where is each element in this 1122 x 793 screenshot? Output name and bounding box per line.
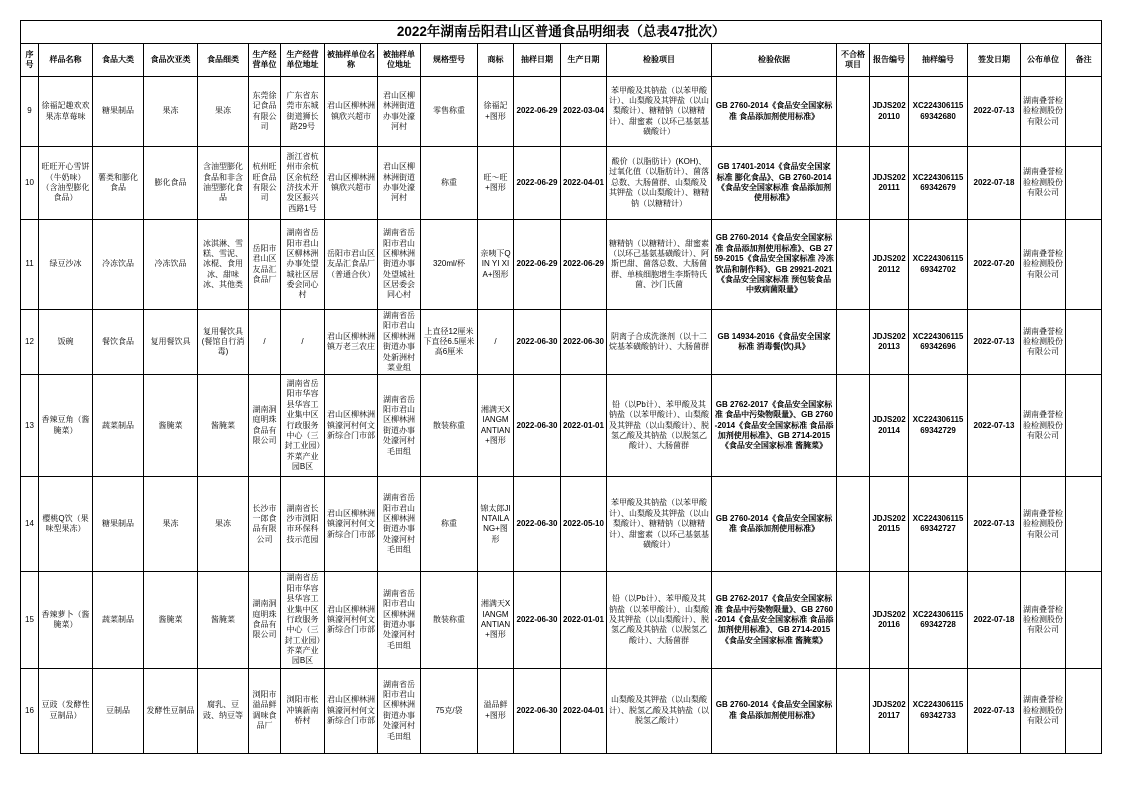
table-cell: 2022-07-13: [968, 477, 1021, 572]
column-header-1: 序号: [21, 44, 39, 77]
table-cell: 君山区柳林洲镇濠河村何文新综合门市部: [325, 668, 378, 753]
table-cell: 岳阳市君山区友品汇食品厂（普通合伙）: [325, 220, 378, 310]
column-header-11: 商标: [478, 44, 514, 77]
table-cell: 称重: [421, 477, 478, 572]
table-header-row: [21, 44, 1102, 77]
table-cell: 果冻: [198, 77, 249, 147]
table-cell: 广东省东莞市东城街道狮长路29号: [281, 77, 325, 147]
table-cell: 湖南叠誉检验检测股份有限公司: [1021, 77, 1066, 147]
table-cell: 称重: [421, 147, 478, 220]
table-cell: 湖南叠誉检验检测股份有限公司: [1021, 147, 1066, 220]
table-cell: 2022-07-13: [968, 375, 1021, 477]
column-header-2: 样品名称: [39, 44, 93, 77]
table-cell: 饭碗: [39, 310, 93, 375]
table-cell: 复用餐饮具(餐馆自行消毒): [198, 310, 249, 375]
table-cell: 君山区柳林洲镇濠河村何文新综合门市部: [325, 375, 378, 477]
table-cell: 糖果制品: [93, 77, 144, 147]
table-cell: 君山区柳林洲街道办事处濠河村: [378, 147, 421, 220]
table-cell: 膨化食品: [144, 147, 198, 220]
table-cell: JDJS20220116: [870, 572, 909, 669]
table-cell: 冷冻饮品: [93, 220, 144, 310]
table-cell: 果冻: [144, 477, 198, 572]
table-cell: 11: [21, 220, 39, 310]
table-cell: 腐乳、豆豉、纳豆等: [198, 668, 249, 753]
table-cell: 果冻: [198, 477, 249, 572]
column-header-6: 生产经营单位: [249, 44, 281, 77]
table-cell: JDJS20220112: [870, 220, 909, 310]
table-cell: GB 2760-2014《食品安全国家标准 食品添加剂使用标准》、GB 2759-2015《食品安全国家标准 冷冻饮品和制作料》、GB 29921-2021《食品安全国家标准 预包装食品中致病菌限量》: [712, 220, 837, 310]
table-cell: 湘满天XIANGMANTIAN+图形: [478, 572, 514, 669]
table-cell: GB 2762-2017《食品安全国家标准 食品中污染物限量》、GB 2760-2014《食品安全国家标准 食品添加剂使用标准》、GB 2714-2015《食品安全国家标准 酱腌菜》: [712, 375, 837, 477]
table-cell: 湖南叠誉检验检测股份有限公司: [1021, 572, 1066, 669]
table-cell: [837, 147, 870, 220]
table-cell: GB 2760-2014《食品安全国家标准 食品添加剂使用标准》: [712, 77, 837, 147]
table-cell: 酱腌菜: [198, 572, 249, 669]
column-header-7: 生产经营单位地址: [281, 44, 325, 77]
table-cell: /: [478, 310, 514, 375]
table-cell: 酱腌菜: [198, 375, 249, 477]
table-cell: 上直径12厘米下直径6.5厘米高6厘米: [421, 310, 478, 375]
table-cell: 薯类和膨化食品: [93, 147, 144, 220]
table-row: [21, 572, 1102, 669]
table-cell: 东莞徐记食品有限公司: [249, 77, 281, 147]
table-cell: 发酵性豆制品: [144, 668, 198, 753]
table-cell: 复用餐饮具: [144, 310, 198, 375]
table-cell: 浏阳市溢品鲜调味食品厂: [249, 668, 281, 753]
food-inspection-table: [20, 20, 1102, 754]
table-cell: XC22430611569342696: [909, 310, 968, 375]
table-cell: 豆制品: [93, 668, 144, 753]
table-cell: 湖南省岳阳市君山区柳林洲街道办事处濠河村毛田组: [378, 375, 421, 477]
table-cell: 果冻: [144, 77, 198, 147]
table-cell: 杭州旺旺食品有限公司: [249, 147, 281, 220]
table-cell: 湖南省岳阳市君山区柳林洲街道办事处濠河村毛田组: [378, 572, 421, 669]
table-cell: 酱腌菜: [144, 572, 198, 669]
column-header-15: 检验依据: [712, 44, 837, 77]
column-header-21: 备注: [1066, 44, 1102, 77]
table-cell: 10: [21, 147, 39, 220]
table-cell: 香辣豆角（酱腌菜）: [39, 375, 93, 477]
table-cell: 2022-07-13: [968, 77, 1021, 147]
table-row: [21, 220, 1102, 310]
table-cell: 2022-06-30: [514, 572, 561, 669]
table-cell: 铅（以Pb计）、苯甲酸及其钠盐（以苯甲酸计）、山梨酸及其钾盐（以山梨酸计）、脱氢乙酸及其钠盐（以脱氢乙酸计）、大肠菌群: [607, 572, 712, 669]
table-cell: XC22430611569342679: [909, 147, 968, 220]
table-cell: 湖南省岳阳市君山区柳林洲街道办事处望城社区居委会同心村: [378, 220, 421, 310]
table-cell: GB 2760-2014《食品安全国家标准 食品添加剂使用标准》: [712, 477, 837, 572]
table-cell: 2022-04-01: [561, 147, 607, 220]
table-cell: XC22430611569342729: [909, 375, 968, 477]
column-header-13: 生产日期: [561, 44, 607, 77]
table-cell: 湖南叠誉检验检测股份有限公司: [1021, 375, 1066, 477]
table-cell: 长沙市一郎食品有限公司: [249, 477, 281, 572]
table-cell: [837, 668, 870, 753]
table-cell: 蔬菜制品: [93, 572, 144, 669]
column-header-20: 公布单位: [1021, 44, 1066, 77]
table-cell: 湖南叠誉检验检测股份有限公司: [1021, 220, 1066, 310]
table-cell: [837, 220, 870, 310]
table-cell: 湖南洞庭明珠食品有限公司: [249, 572, 281, 669]
table-cell: 湖南省岳阳市君山区柳林洲街道办事处濠河村毛田组: [378, 477, 421, 572]
table-cell: 君山区柳林洲镇欣兴超市: [325, 147, 378, 220]
table-cell: 320ml/杯: [421, 220, 478, 310]
table-cell: JDJS20220111: [870, 147, 909, 220]
table-cell: 零售称重: [421, 77, 478, 147]
table-cell: 湘满天XIANGMANTIAN+图形: [478, 375, 514, 477]
table-cell: GB 2760-2014《食品安全国家标准 食品添加剂使用标准》: [712, 668, 837, 753]
table-cell: [1066, 668, 1102, 753]
table-cell: 酱腌菜: [144, 375, 198, 477]
table-row: [21, 310, 1102, 375]
table-cell: 湖南叠誉检验检测股份有限公司: [1021, 310, 1066, 375]
column-header-5: 食品细类: [198, 44, 249, 77]
table-row: [21, 77, 1102, 147]
table-cell: [1066, 220, 1102, 310]
table-cell: [837, 77, 870, 147]
table-cell: 2022-06-29: [514, 147, 561, 220]
table-cell: [837, 572, 870, 669]
table-cell: [1066, 310, 1102, 375]
table-cell: [1066, 572, 1102, 669]
table-cell: 2022-07-18: [968, 147, 1021, 220]
table-cell: 徐福記+图形: [478, 77, 514, 147]
table-cell: 2022-01-01: [561, 375, 607, 477]
table-cell: 糖精钠（以糖精计）、甜蜜素（以环己基氨基磺酸计）、阿斯巴甜、菌落总数、大肠菌群、单核细胞增生李斯特氏菌、沙门氏菌: [607, 220, 712, 310]
column-header-10: 规格型号: [421, 44, 478, 77]
table-cell: 湖南省岳阳市华容县华容工业集中区行政服务中心（三封工业园）芥菜产业园B区: [281, 375, 325, 477]
column-header-8: 被抽样单位名称: [325, 44, 378, 77]
table-cell: [1066, 147, 1102, 220]
table-cell: XC22430611569342727: [909, 477, 968, 572]
table-cell: 湖南省岳阳市华容县华容工业集中区行政服务中心（三封工业园）芥菜产业园B区: [281, 572, 325, 669]
column-header-16: 不合格项目: [837, 44, 870, 77]
column-header-3: 食品大类: [93, 44, 144, 77]
table-cell: 锦太郎JINTAILANG+图形: [478, 477, 514, 572]
table-cell: 湖南叠誉检验检测股份有限公司: [1021, 668, 1066, 753]
table-cell: 亲咦下QIN YI XIA+图形: [478, 220, 514, 310]
table-cell: JDJS20220117: [870, 668, 909, 753]
table-cell: 君山区柳林洲街道办事处濠河村: [378, 77, 421, 147]
table-cell: 2022-03-04: [561, 77, 607, 147]
page-title: 2022年湖南岳阳君山区普通食品明细表（总表47批次）: [21, 21, 1102, 44]
table-cell: 君山区柳林洲镇濠河村何文新综合门市部: [325, 572, 378, 669]
table-cell: 2022-06-30: [514, 477, 561, 572]
table-cell: 铅（以Pb计）、苯甲酸及其钠盐（以苯甲酸计）、山梨酸及其钾盐（以山梨酸计）、脱氢乙酸及其钠盐（以脱氢乙酸计）、大肠菌群: [607, 375, 712, 477]
table-cell: 旺旺开心雪饼（牛奶味）（含油型膨化食品）: [39, 147, 93, 220]
table-cell: 2022-06-30: [514, 310, 561, 375]
column-header-17: 报告编号: [870, 44, 909, 77]
table-cell: 苯甲酸及其钠盐（以苯甲酸计）、山梨酸及其钾盐（以山梨酸计）、糖精钠（以糖精计）、甜蜜素（以环己基氨基磺酸计）: [607, 77, 712, 147]
table-cell: 2022-06-29: [561, 220, 607, 310]
table-cell: /: [281, 310, 325, 375]
table-cell: 散装称重: [421, 572, 478, 669]
table-cell: 9: [21, 77, 39, 147]
table-cell: 2022-06-30: [514, 375, 561, 477]
table-cell: 湖南省岳阳市君山区柳林洲办事处望城社区居委会同心村: [281, 220, 325, 310]
title-row: [21, 21, 1102, 44]
table-cell: 岳阳市君山区友品汇食品厂: [249, 220, 281, 310]
table-cell: 12: [21, 310, 39, 375]
table-cell: JDJS20220114: [870, 375, 909, 477]
table-cell: 2022-07-18: [968, 572, 1021, 669]
table-cell: 君山区柳林洲镇欣兴超市: [325, 77, 378, 147]
column-header-19: 签发日期: [968, 44, 1021, 77]
table-cell: 糖果制品: [93, 477, 144, 572]
table-cell: 2022-04-01: [561, 668, 607, 753]
table-cell: 湖南省岳阳市君山区柳林洲街道办事处新洲村菜业组: [378, 310, 421, 375]
column-header-12: 抽样日期: [514, 44, 561, 77]
table-cell: XC22430611569342680: [909, 77, 968, 147]
column-header-18: 抽样编号: [909, 44, 968, 77]
table-cell: 旺～旺+图形: [478, 147, 514, 220]
table-cell: 14: [21, 477, 39, 572]
table-cell: 溢品鲜+图形: [478, 668, 514, 753]
table-cell: 绿豆沙冰: [39, 220, 93, 310]
table-cell: 湖南叠誉检验检测股份有限公司: [1021, 477, 1066, 572]
table-cell: 蔬菜制品: [93, 375, 144, 477]
table-cell: 苯甲酸及其钠盐（以苯甲酸计）、山梨酸及其钾盐（以山梨酸计）、糖精钠（以糖精计）、甜蜜素（以环己基氨基磺酸计）: [607, 477, 712, 572]
table-cell: XC22430611569342702: [909, 220, 968, 310]
table-cell: 徐福記趣欢欢果冻草莓味: [39, 77, 93, 147]
table-cell: 散装称重: [421, 375, 478, 477]
table-cell: 15: [21, 572, 39, 669]
table-cell: 浏阳市枨冲镇新南桥村: [281, 668, 325, 753]
table-cell: XC22430611569342728: [909, 572, 968, 669]
table-cell: JDJS20220115: [870, 477, 909, 572]
table-body: [21, 77, 1102, 754]
column-header-4: 食品次亚类: [144, 44, 198, 77]
table-cell: [837, 310, 870, 375]
table-cell: 冷冻饮品: [144, 220, 198, 310]
table-cell: [837, 477, 870, 572]
table-cell: 2022-06-29: [514, 77, 561, 147]
table-cell: 2022-07-13: [968, 310, 1021, 375]
table-cell: 2022-07-20: [968, 220, 1021, 310]
table-cell: 湖南省长沙市浏阳市环保科技示范园: [281, 477, 325, 572]
table-cell: 13: [21, 375, 39, 477]
table-cell: [1066, 477, 1102, 572]
table-cell: 湖南洞庭明珠食品有限公司: [249, 375, 281, 477]
table-cell: [837, 375, 870, 477]
table-cell: 阴离子合成洗涤剂（以十二烷基苯磺酸钠计）、大肠菌群: [607, 310, 712, 375]
table-cell: 2022-06-30: [514, 668, 561, 753]
table-cell: 樱桃Q饮（果味型果冻）: [39, 477, 93, 572]
table-cell: [1066, 375, 1102, 477]
table-cell: 酸价（以脂肪计）(KOH)、过氧化值（以脂肪计）、菌落总数、大肠菌群、山梨酸及其钾盐（以山梨酸计）、糖精钠（以糖精计）: [607, 147, 712, 220]
table-cell: [1066, 77, 1102, 147]
table-cell: JDJS20220110: [870, 77, 909, 147]
table-cell: GB 14934-2016《食品安全国家标准 消毒餐(饮)具》: [712, 310, 837, 375]
table-cell: 75克/袋: [421, 668, 478, 753]
table-cell: 香辣萝卜（酱腌菜）: [39, 572, 93, 669]
table-cell: GB 2762-2017《食品安全国家标准 食品中污染物限量》、GB 2760-2014《食品安全国家标准 食品添加剂使用标准》、GB 2714-2015《食品安全国家标准 酱腌菜》: [712, 572, 837, 669]
table-cell: 2022-05-10: [561, 477, 607, 572]
table-cell: 君山区柳林洲镇万老三农庄: [325, 310, 378, 375]
table-cell: 山梨酸及其钾盐（以山梨酸计）、脱氢乙酸及其钠盐（以脱氢乙酸计）: [607, 668, 712, 753]
column-header-14: 检验项目: [607, 44, 712, 77]
table-cell: 16: [21, 668, 39, 753]
table-cell: 餐饮食品: [93, 310, 144, 375]
table-cell: 2022-01-01: [561, 572, 607, 669]
table-cell: 湖南省岳阳市君山区柳林洲街道办事处濠河村毛田组: [378, 668, 421, 753]
table-row: [21, 668, 1102, 753]
table-cell: 2022-07-13: [968, 668, 1021, 753]
table-cell: /: [249, 310, 281, 375]
column-header-9: 被抽样单位地址: [378, 44, 421, 77]
table-cell: 含油型膨化食品和非含油型膨化食品: [198, 147, 249, 220]
table-cell: 2022-06-29: [514, 220, 561, 310]
table-cell: 君山区柳林洲镇濠河村何文新综合门市部: [325, 477, 378, 572]
table-cell: 豆豉（发酵性豆制品）: [39, 668, 93, 753]
table-row: [21, 477, 1102, 572]
table-row: [21, 147, 1102, 220]
table-cell: 2022-06-30: [561, 310, 607, 375]
table-row: [21, 375, 1102, 477]
table-cell: 浙江省杭州市余杭区余杭经济技术开发区振兴西路1号: [281, 147, 325, 220]
table-cell: JDJS20220113: [870, 310, 909, 375]
table-cell: XC22430611569342733: [909, 668, 968, 753]
table-cell: 冰淇淋、雪糕、雪泥、冰棍、食用冰、甜味冰、其他类: [198, 220, 249, 310]
table-cell: GB 17401-2014《食品安全国家标准 膨化食品》、GB 2760-2014《食品安全国家标准 食品添加剂使用标准》: [712, 147, 837, 220]
